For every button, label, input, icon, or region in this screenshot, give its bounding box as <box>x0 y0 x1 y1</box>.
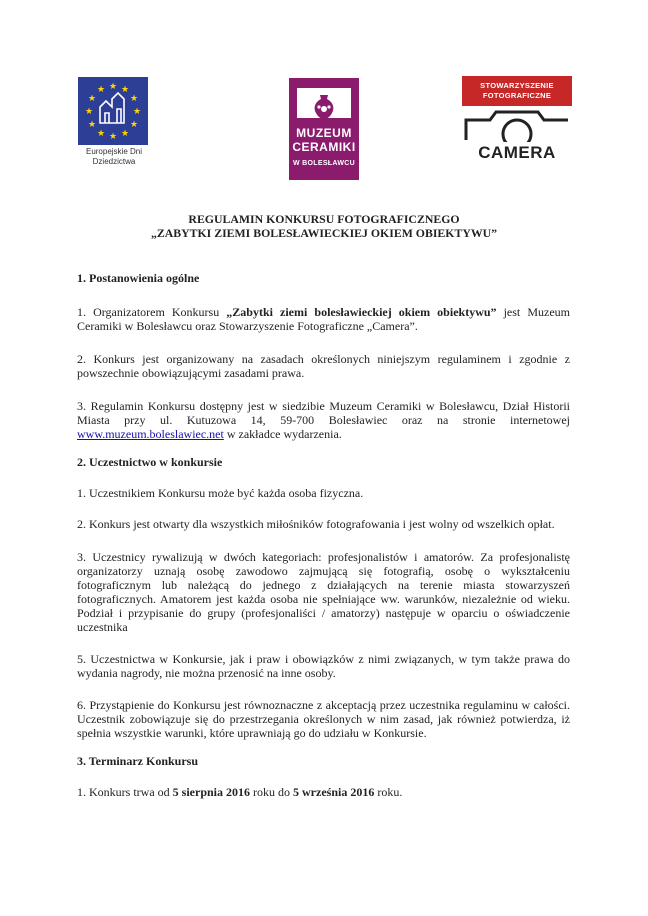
camera-banner <box>462 76 572 106</box>
eu-caption <box>78 147 150 167</box>
svg-text:★: ★ <box>96 129 106 139</box>
svg-text:★: ★ <box>108 82 118 92</box>
title-line-2: „ZABYTKI ZIEMI BOLESŁAWIECKIEJ OKIEM OBIEKTYWU” <box>150 226 498 240</box>
museum-website-link[interactable]: www.muzeum.boleslawiec.net <box>77 427 224 441</box>
document-body <box>77 271 570 799</box>
museum-logo-box <box>289 78 359 180</box>
camera-icon <box>462 106 572 142</box>
contest-name: „Zabytki ziemi bolesławieckiej okiem obiektywu” <box>226 305 497 319</box>
section-3-paragraph-1: 1. Konkurs trwa od 5 sierpnia 2016 roku do 5 września 2016 roku. <box>77 785 403 799</box>
museum-name-line-2: CERAMIKI <box>292 140 356 154</box>
svg-text:★: ★ <box>87 94 97 104</box>
section-2-heading: 2. Uczestnictwo w konkursie <box>77 455 223 469</box>
section-2-paragraph-3: 3. Uczestnicy rywalizują w dwóch kategoriach: profesjonalistów i amatorów. Za profesjonalistę organizatorzy uznają osobę zawodowo zajmującą się fotografią, osobę o wykształceniu fotograficznym lub należącą do jednego z działających na terenie miasta stowarzyszeń fotograficznych. Amatorem jest każda osoba nie spełniające ww. warunków, niezależnie od wieku. Podział i przypisanie do grupy (profesjonaliści / amatorzy) następuje w oparciu o oświadczenie uczestnika <box>77 550 570 634</box>
camera-banner-line-2: FOTOGRAFICZNE <box>482 91 552 100</box>
svg-text:★: ★ <box>120 85 130 95</box>
section-2-paragraph-2: 2. Konkurs jest otwarty dla wszystkich miłośników fotografowania i jest wolny od wszelkich opłat. <box>77 517 555 531</box>
svg-text:★: ★ <box>129 120 139 130</box>
svg-text:★: ★ <box>96 85 106 95</box>
document-title <box>0 212 648 240</box>
museum-name-line-3: W BOLESŁAWCU <box>293 160 355 167</box>
section-1-paragraph-3: 3. Regulamin Konkursu dostępny jest w siedzibie Muzeum Ceramiki w Bolesławcu, Dział Historii Miasta przy ul. Kutuzowa 14, 59-700 Bolesławiec oraz na stronie internetowej www.muzeum.boleslawiec.net w zakładce wydarzenia. <box>77 399 570 441</box>
eu-flag-icon <box>78 77 148 145</box>
section-1-paragraph-1: 1. Organizatorem Konkursu „Zabytki ziemi bolesławieckiej okiem obiektywu” jest Muzeum Ceramiki w Bolesławcu oraz Stowarzyszenie Fotograficzne „Camera”. <box>77 305 570 333</box>
start-date: 5 sierpnia 2016 <box>172 785 250 799</box>
svg-text:★: ★ <box>132 107 142 117</box>
camera-association-logo <box>462 76 572 163</box>
svg-text:★: ★ <box>84 107 94 117</box>
end-date: 5 września 2016 <box>293 785 375 799</box>
title-line-1: REGULAMIN KONKURSU FOTOGRAFICZNEGO <box>188 212 460 226</box>
svg-text:★: ★ <box>120 129 130 139</box>
svg-text:★: ★ <box>87 120 97 130</box>
section-1-paragraph-2: 2. Konkurs jest organizowany na zasadach określonych niniejszym regulaminem i zgodnie z powszechnie obowiązującymi zasadami prawa. <box>77 352 570 380</box>
section-3-heading: 3. Terminarz Konkursu <box>77 754 199 768</box>
svg-text:★: ★ <box>108 132 118 142</box>
camera-wordmark: CAMERA <box>478 143 556 162</box>
museum-name-line-1: MUZEUM <box>296 126 352 140</box>
section-2-paragraph-6: 6. Przystąpienie do Konkursu jest równoznaczne z akceptacją przez uczestnika regulaminu w całości. Uczestnik zobowiązuje się do przestrzegania określonych w nim zasad, jak również potwierdza, iż spełnia wszystkie warunki, które uprawniają go do udziału w Konkursie. <box>77 698 570 740</box>
eu-caption-line-2: Dziedzictwa <box>92 157 136 166</box>
eu-heritage-logo <box>78 77 150 167</box>
section-2-paragraph-1: 1. Uczestnikiem Konkursu może być każda osoba fizyczna. <box>77 486 364 500</box>
section-2-paragraph-5: 5. Uczestnictwa w Konkursie, jak i praw i obowiązków z nimi związanych, w tym także prawa do wydania nagrody, nie można przenosić na inne osoby. <box>77 652 570 680</box>
svg-text:★: ★ <box>129 94 139 104</box>
eu-caption-line-1: Europejskie Dni <box>85 147 143 156</box>
camera-banner-line-1: STOWARZYSZENIE <box>480 81 554 90</box>
vase-icon <box>312 94 336 120</box>
museum-ceramics-logo <box>289 78 359 180</box>
section-1-heading: 1. Postanowienia ogólne <box>77 271 200 285</box>
